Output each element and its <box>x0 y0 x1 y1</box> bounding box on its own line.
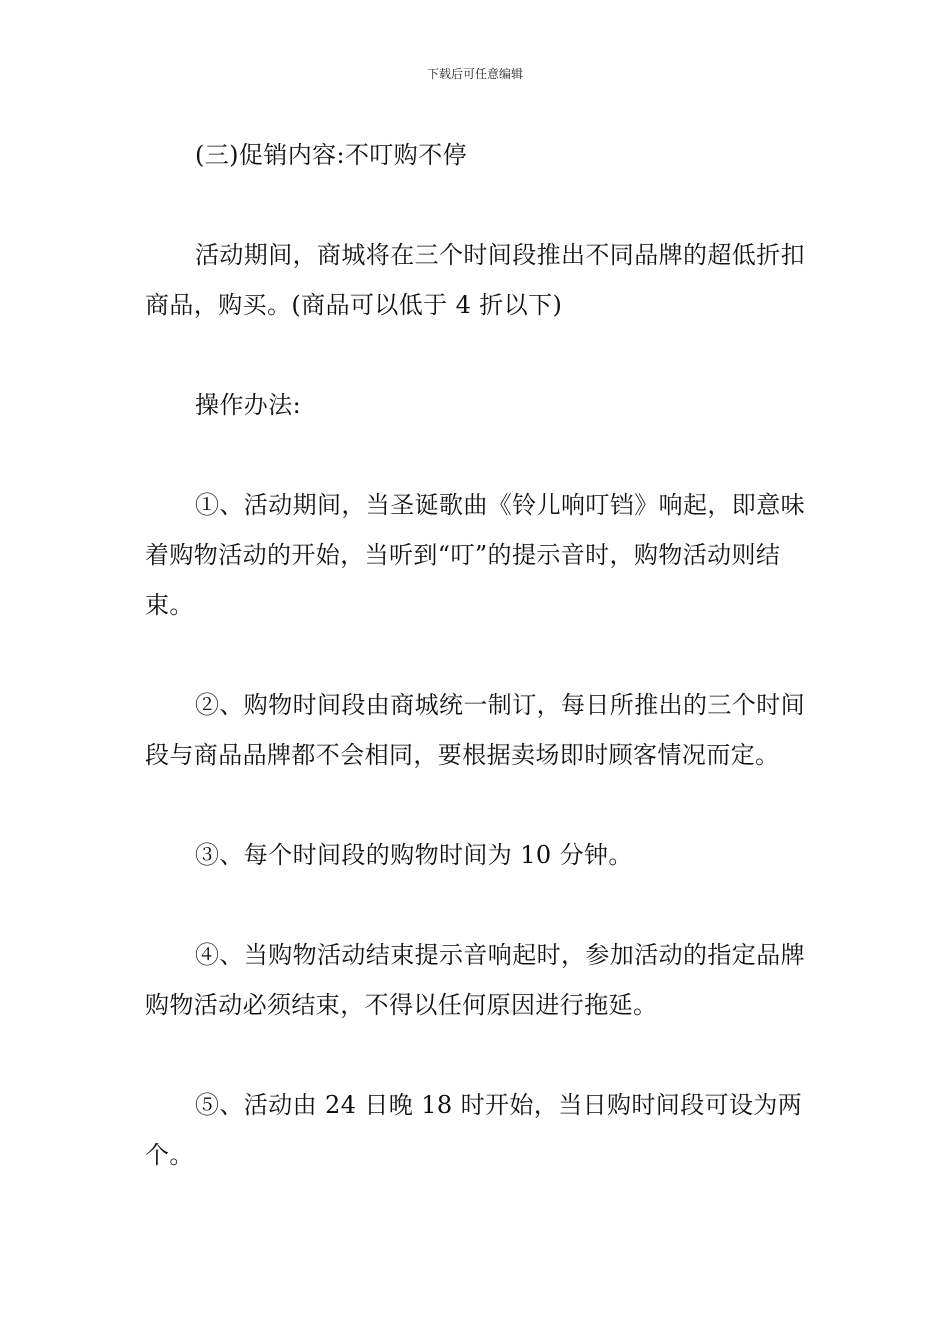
document-body <box>145 130 807 1230</box>
section-title: (三)促销内容:不叮购不停 <box>195 141 468 169</box>
paragraph-activity-period: 活动期间，商城将在三个时间段推出不同品牌的超低折扣商品，购买。(商品可以低于 4 折以下) <box>145 241 805 319</box>
paragraph-rule-5: ⑤、活动由 24 日晚 18 时开始，当日购时间段可设为两个。 <box>145 1091 803 1169</box>
paragraph-rule-3: ③、每个时间段的购物时间为 10 分钟。 <box>195 841 633 869</box>
paragraph-rule-2: ②、购物时间段由商城统一制订，每日所推出的三个时间段与商品品牌都不会相同，要根据卖场即时顾客情况而定。 <box>145 691 805 769</box>
page-header: 下载后可任意编辑 <box>426 67 523 81</box>
paragraph-rule-1: ①、活动期间，当圣诞歌曲《铃儿响叮铛》响起，即意味着购物活动的开始，当听到“叮”的提示音时，购物活动则结束。 <box>145 491 805 619</box>
paragraph-method-heading: 操作办法: <box>195 391 302 419</box>
paragraph-rule-4: ④、当购物活动结束提示音响起时，参加活动的指定品牌购物活动必须结束，不得以任何原因进行拖延。 <box>145 941 805 1019</box>
